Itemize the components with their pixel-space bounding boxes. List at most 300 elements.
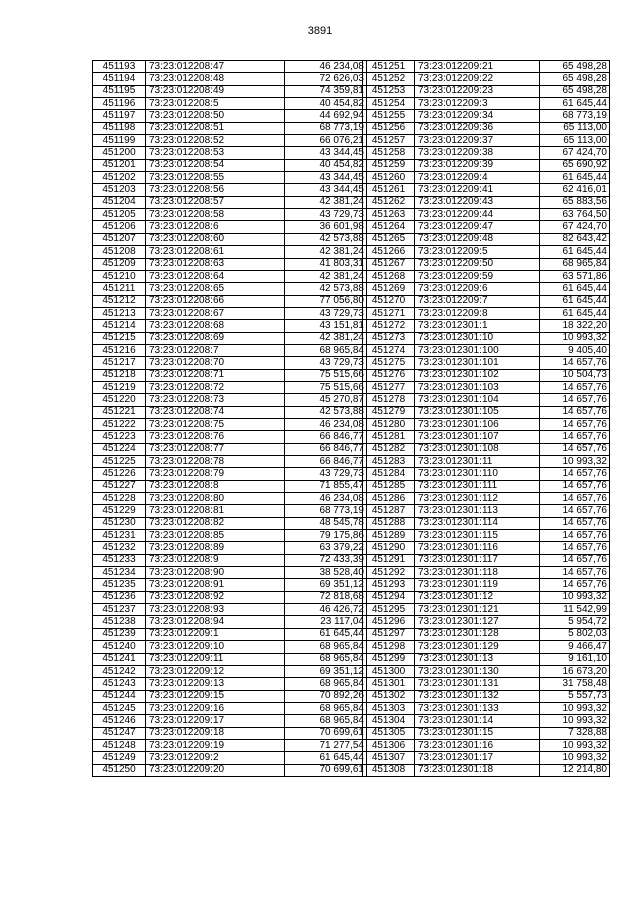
value-cell: 14 657,76 — [540, 431, 610, 443]
cadastral-number-cell: 73:23:012209:47 — [415, 221, 540, 233]
value-cell: 14 657,76 — [540, 357, 610, 369]
value-cell: 10 993,32 — [540, 702, 610, 714]
cadastral-number-cell: 73:23:012301:118 — [415, 567, 540, 579]
value-cell: 79 175,86 — [285, 530, 367, 542]
row-number-cell: 451280 — [363, 418, 415, 430]
value-cell: 14 657,76 — [540, 542, 610, 554]
cadastral-number-cell: 73:23:012301:117 — [415, 554, 540, 566]
cadastral-number-cell: 73:23:012209:18 — [146, 727, 285, 739]
row-number-cell: 451242 — [93, 665, 146, 677]
cadastral-number-cell: 73:23:012301:17 — [415, 752, 540, 764]
row-number-cell: 451198 — [93, 122, 146, 134]
cadastral-number-cell: 73:23:012208:75 — [146, 418, 285, 430]
table-row — [363, 394, 610, 406]
row-number-cell: 451199 — [93, 135, 146, 147]
row-number-cell: 451197 — [93, 110, 146, 122]
cadastral-number-cell: 73:23:012301:112 — [415, 493, 540, 505]
cadastral-number-cell: 73:23:012301:10 — [415, 332, 540, 344]
value-cell: 62 416,01 — [540, 184, 610, 196]
table-row — [93, 456, 367, 468]
table-row — [93, 332, 367, 344]
value-cell: 71 277,54 — [285, 739, 367, 751]
row-number-cell: 451287 — [363, 505, 415, 517]
cadastral-number-cell: 73:23:012208:58 — [146, 209, 285, 221]
cadastral-number-cell: 73:23:012301:130 — [415, 665, 540, 677]
cadastral-number-cell: 73:23:012209:19 — [146, 739, 285, 751]
cadastral-number-cell: 73:23:012301:101 — [415, 357, 540, 369]
value-cell: 42 381,24 — [285, 270, 367, 282]
value-cell: 18 322,20 — [540, 320, 610, 332]
cadastral-number-cell: 73:23:012208:93 — [146, 604, 285, 616]
table-row — [363, 283, 610, 295]
row-number-cell: 451302 — [363, 690, 415, 702]
table-row — [93, 233, 367, 245]
row-number-cell: 451203 — [93, 184, 146, 196]
cadastral-number-cell: 73:23:012208:73 — [146, 394, 285, 406]
row-number-cell: 451306 — [363, 739, 415, 751]
value-cell: 65 113,00 — [540, 135, 610, 147]
table-row — [363, 73, 610, 85]
table-row — [93, 196, 367, 208]
value-cell: 82 643,42 — [540, 233, 610, 245]
table-row — [363, 172, 610, 184]
row-number-cell: 451208 — [93, 246, 146, 258]
row-number-cell: 451211 — [93, 283, 146, 295]
value-cell: 65 690,92 — [540, 159, 610, 171]
table-row — [93, 135, 367, 147]
value-cell: 48 545,78 — [285, 517, 367, 529]
row-number-cell: 451233 — [93, 554, 146, 566]
value-cell: 40 454,82 — [285, 159, 367, 171]
cadastral-number-cell: 73:23:012208:81 — [146, 505, 285, 517]
cadastral-number-cell: 73:23:012209:13 — [146, 678, 285, 690]
row-number-cell: 451285 — [363, 480, 415, 492]
table-row — [93, 727, 367, 739]
row-number-cell: 451251 — [363, 61, 415, 73]
table-row — [363, 147, 610, 159]
cadastral-number-cell: 73:23:012209:3 — [415, 98, 540, 110]
table-row — [93, 665, 367, 677]
parcel-table-right-body — [363, 61, 610, 777]
cadastral-number-cell: 73:23:012208:54 — [146, 159, 285, 171]
table-row — [93, 98, 367, 110]
cadastral-number-cell: 73:23:012209:2 — [146, 752, 285, 764]
row-number-cell: 451255 — [363, 110, 415, 122]
table-row — [93, 110, 367, 122]
cadastral-number-cell: 73:23:012208:74 — [146, 406, 285, 418]
value-cell: 69 351,12 — [285, 665, 367, 677]
table-row — [93, 307, 367, 319]
table-row — [93, 73, 367, 85]
table-row — [93, 122, 367, 134]
row-number-cell: 451277 — [363, 381, 415, 393]
row-number-cell: 451221 — [93, 406, 146, 418]
table-row — [363, 456, 610, 468]
table-row — [363, 381, 610, 393]
cadastral-number-cell: 73:23:012209:50 — [415, 258, 540, 270]
row-number-cell: 451225 — [93, 456, 146, 468]
table-row — [363, 135, 610, 147]
value-cell: 72 433,39 — [285, 554, 367, 566]
value-cell: 68 965,84 — [285, 653, 367, 665]
row-number-cell: 451274 — [363, 344, 415, 356]
row-number-cell: 451239 — [93, 628, 146, 640]
value-cell: 68 773,19 — [285, 122, 367, 134]
table-row — [363, 468, 610, 480]
table-row — [363, 764, 610, 776]
cadastral-number-cell: 73:23:012301:110 — [415, 468, 540, 480]
cadastral-number-cell: 73:23:012209:15 — [146, 690, 285, 702]
row-number-cell: 451288 — [363, 517, 415, 529]
value-cell: 43 729,73 — [285, 307, 367, 319]
value-cell: 9 466,47 — [540, 641, 610, 653]
cadastral-number-cell: 73:23:012208:56 — [146, 184, 285, 196]
value-cell: 14 657,76 — [540, 406, 610, 418]
value-cell: 42 381,24 — [285, 196, 367, 208]
row-number-cell: 451201 — [93, 159, 146, 171]
cadastral-number-cell: 73:23:012301:114 — [415, 517, 540, 529]
row-number-cell: 451269 — [363, 283, 415, 295]
table-row — [93, 159, 367, 171]
table-row — [93, 616, 367, 628]
value-cell: 46 234,08 — [285, 493, 367, 505]
value-cell: 65 498,28 — [540, 61, 610, 73]
cadastral-number-cell: 73:23:012209:5 — [415, 246, 540, 258]
row-number-cell: 451307 — [363, 752, 415, 764]
row-number-cell: 451213 — [93, 307, 146, 319]
row-number-cell: 451294 — [363, 591, 415, 603]
row-number-cell: 451249 — [93, 752, 146, 764]
table-row — [363, 579, 610, 591]
value-cell: 75 515,66 — [285, 381, 367, 393]
value-cell: 10 993,32 — [540, 456, 610, 468]
table-row — [93, 147, 367, 159]
value-cell: 63 764,50 — [540, 209, 610, 221]
cadastral-number-cell: 73:23:012301:11 — [415, 456, 540, 468]
table-row — [363, 443, 610, 455]
table-row — [93, 344, 367, 356]
row-number-cell: 451236 — [93, 591, 146, 603]
value-cell: 9 405,40 — [540, 344, 610, 356]
row-number-cell: 451237 — [93, 604, 146, 616]
parcel-table-left — [92, 60, 367, 777]
cadastral-number-cell: 73:23:012208:76 — [146, 431, 285, 443]
table-row — [93, 357, 367, 369]
table-row — [93, 653, 367, 665]
table-row — [363, 61, 610, 73]
row-number-cell: 451222 — [93, 418, 146, 430]
table-row — [363, 320, 610, 332]
cadastral-number-cell: 73:23:012208:80 — [146, 493, 285, 505]
cadastral-number-cell: 73:23:012208:52 — [146, 135, 285, 147]
value-cell: 38 528,40 — [285, 567, 367, 579]
table-row — [93, 567, 367, 579]
table-row — [363, 344, 610, 356]
value-cell: 14 657,76 — [540, 554, 610, 566]
cadastral-number-cell: 73:23:012209:44 — [415, 209, 540, 221]
value-cell: 61 645,44 — [540, 98, 610, 110]
table-row — [363, 727, 610, 739]
row-number-cell: 451263 — [363, 209, 415, 221]
row-number-cell: 451240 — [93, 641, 146, 653]
value-cell: 14 657,76 — [540, 468, 610, 480]
cadastral-number-cell: 73:23:012209:22 — [415, 73, 540, 85]
row-number-cell: 451217 — [93, 357, 146, 369]
value-cell: 5 954,72 — [540, 616, 610, 628]
table-row — [363, 480, 610, 492]
cadastral-number-cell: 73:23:012209:36 — [415, 122, 540, 134]
cadastral-number-cell: 73:23:012209:37 — [415, 135, 540, 147]
cadastral-number-cell: 73:23:012301:133 — [415, 702, 540, 714]
table-row — [93, 270, 367, 282]
value-cell: 70 699,61 — [285, 727, 367, 739]
value-cell: 65 883,56 — [540, 196, 610, 208]
value-cell: 5 802,03 — [540, 628, 610, 640]
value-cell: 9 161,10 — [540, 653, 610, 665]
table-row — [363, 357, 610, 369]
parcel-table-left-body — [93, 61, 367, 777]
cadastral-number-cell: 73:23:012301:116 — [415, 542, 540, 554]
cadastral-number-cell: 73:23:012301:103 — [415, 381, 540, 393]
row-number-cell: 451292 — [363, 567, 415, 579]
row-number-cell: 451235 — [93, 579, 146, 591]
row-number-cell: 451260 — [363, 172, 415, 184]
cadastral-number-cell: 73:23:012209:23 — [415, 85, 540, 97]
cadastral-number-cell: 73:23:012208:9 — [146, 554, 285, 566]
row-number-cell: 451244 — [93, 690, 146, 702]
table-row — [93, 493, 367, 505]
table-row — [363, 295, 610, 307]
parcel-table-right — [362, 60, 610, 777]
value-cell: 77 056,80 — [285, 295, 367, 307]
cadastral-number-cell: 73:23:012208:89 — [146, 542, 285, 554]
cadastral-number-cell: 73:23:012209:38 — [415, 147, 540, 159]
table-row — [93, 530, 367, 542]
value-cell: 66 846,77 — [285, 456, 367, 468]
row-number-cell: 451291 — [363, 554, 415, 566]
value-cell: 43 729,73 — [285, 209, 367, 221]
row-number-cell: 451248 — [93, 739, 146, 751]
value-cell: 61 645,44 — [540, 295, 610, 307]
row-number-cell: 451273 — [363, 332, 415, 344]
table-row — [93, 628, 367, 640]
row-number-cell: 451286 — [363, 493, 415, 505]
row-number-cell: 451241 — [93, 653, 146, 665]
table-row — [363, 616, 610, 628]
value-cell: 66 846,77 — [285, 443, 367, 455]
row-number-cell: 451289 — [363, 530, 415, 542]
table-row — [93, 258, 367, 270]
value-cell: 36 601,98 — [285, 221, 367, 233]
value-cell: 16 673,20 — [540, 665, 610, 677]
cadastral-number-cell: 73:23:012208:53 — [146, 147, 285, 159]
value-cell: 43 151,81 — [285, 320, 367, 332]
row-number-cell: 451276 — [363, 369, 415, 381]
value-cell: 11 542,99 — [540, 604, 610, 616]
cadastral-number-cell: 73:23:012208:68 — [146, 320, 285, 332]
cadastral-number-cell: 73:23:012209:48 — [415, 233, 540, 245]
table-row — [93, 172, 367, 184]
value-cell: 43 344,45 — [285, 147, 367, 159]
value-cell: 61 645,44 — [285, 752, 367, 764]
table-row — [363, 554, 610, 566]
value-cell: 65 498,28 — [540, 85, 610, 97]
cadastral-number-cell: 73:23:012209:41 — [415, 184, 540, 196]
value-cell: 23 117,04 — [285, 616, 367, 628]
row-number-cell: 451254 — [363, 98, 415, 110]
table-row — [93, 295, 367, 307]
value-cell: 68 965,84 — [285, 344, 367, 356]
row-number-cell: 451247 — [93, 727, 146, 739]
cadastral-number-cell: 73:23:012208:92 — [146, 591, 285, 603]
cadastral-number-cell: 73:23:012301:132 — [415, 690, 540, 702]
cadastral-number-cell: 73:23:012301:12 — [415, 591, 540, 603]
row-number-cell: 451195 — [93, 85, 146, 97]
row-number-cell: 451281 — [363, 431, 415, 443]
row-number-cell: 451227 — [93, 480, 146, 492]
value-cell: 68 965,84 — [285, 678, 367, 690]
row-number-cell: 451219 — [93, 381, 146, 393]
value-cell: 43 729,73 — [285, 468, 367, 480]
table-row — [363, 184, 610, 196]
value-cell: 14 657,76 — [540, 579, 610, 591]
cadastral-number-cell: 73:23:012208:85 — [146, 530, 285, 542]
value-cell: 75 515,66 — [285, 369, 367, 381]
value-cell: 43 729,73 — [285, 357, 367, 369]
table-row — [93, 431, 367, 443]
row-number-cell: 451257 — [363, 135, 415, 147]
table-row — [363, 690, 610, 702]
table-row — [363, 678, 610, 690]
value-cell: 70 699,61 — [285, 764, 367, 776]
value-cell: 14 657,76 — [540, 517, 610, 529]
cadastral-number-cell: 73:23:012301:105 — [415, 406, 540, 418]
table-row — [93, 283, 367, 295]
cadastral-number-cell: 73:23:012301:128 — [415, 628, 540, 640]
table-row — [363, 406, 610, 418]
row-number-cell: 451238 — [93, 616, 146, 628]
row-number-cell: 451296 — [363, 616, 415, 628]
table-row — [363, 196, 610, 208]
table-row — [363, 98, 610, 110]
row-number-cell: 451266 — [363, 246, 415, 258]
cadastral-number-cell: 73:23:012209:59 — [415, 270, 540, 282]
value-cell: 70 892,26 — [285, 690, 367, 702]
value-cell: 5 557,73 — [540, 690, 610, 702]
cadastral-number-cell: 73:23:012209:20 — [146, 764, 285, 776]
row-number-cell: 451228 — [93, 493, 146, 505]
row-number-cell: 451232 — [93, 542, 146, 554]
cadastral-number-cell: 73:23:012208:91 — [146, 579, 285, 591]
value-cell: 68 965,84 — [285, 715, 367, 727]
table-row — [363, 567, 610, 579]
cadastral-number-cell: 73:23:012208:67 — [146, 307, 285, 319]
value-cell: 66 076,21 — [285, 135, 367, 147]
value-cell: 46 234,08 — [285, 418, 367, 430]
table-row — [363, 604, 610, 616]
row-number-cell: 451218 — [93, 369, 146, 381]
table-row — [363, 530, 610, 542]
table-row — [93, 715, 367, 727]
table-row — [363, 665, 610, 677]
cadastral-number-cell: 73:23:012301:14 — [415, 715, 540, 727]
cadastral-number-cell: 73:23:012209:39 — [415, 159, 540, 171]
cadastral-number-cell: 73:23:012208:63 — [146, 258, 285, 270]
cadastral-number-cell: 73:23:012208:69 — [146, 332, 285, 344]
table-row — [93, 505, 367, 517]
cadastral-number-cell: 73:23:012209:6 — [415, 283, 540, 295]
cadastral-number-cell: 73:23:012301:119 — [415, 579, 540, 591]
row-number-cell: 451194 — [93, 73, 146, 85]
table-row — [93, 468, 367, 480]
row-number-cell: 451300 — [363, 665, 415, 677]
table-row — [363, 542, 610, 554]
value-cell: 14 657,76 — [540, 381, 610, 393]
table-row — [93, 221, 367, 233]
value-cell: 69 351,12 — [285, 579, 367, 591]
table-row — [363, 246, 610, 258]
value-cell: 14 657,76 — [540, 567, 610, 579]
row-number-cell: 451299 — [363, 653, 415, 665]
value-cell: 67 424,70 — [540, 221, 610, 233]
value-cell: 68 773,19 — [540, 110, 610, 122]
cadastral-number-cell: 73:23:012209:12 — [146, 665, 285, 677]
table-row — [363, 493, 610, 505]
table-row — [363, 85, 610, 97]
row-number-cell: 451246 — [93, 715, 146, 727]
table-row — [93, 369, 367, 381]
row-number-cell: 451215 — [93, 332, 146, 344]
cadastral-number-cell: 73:23:012209:17 — [146, 715, 285, 727]
row-number-cell: 451275 — [363, 357, 415, 369]
value-cell: 63 379,22 — [285, 542, 367, 554]
table-row — [93, 764, 367, 776]
row-number-cell: 451265 — [363, 233, 415, 245]
row-number-cell: 451270 — [363, 295, 415, 307]
cadastral-number-cell: 73:23:012208:65 — [146, 283, 285, 295]
row-number-cell: 451297 — [363, 628, 415, 640]
value-cell: 65 498,28 — [540, 73, 610, 85]
value-cell: 61 645,44 — [540, 307, 610, 319]
row-number-cell: 451301 — [363, 678, 415, 690]
row-number-cell: 451305 — [363, 727, 415, 739]
row-number-cell: 451278 — [363, 394, 415, 406]
row-number-cell: 451193 — [93, 61, 146, 73]
value-cell: 44 692,94 — [285, 110, 367, 122]
cadastral-number-cell: 73:23:012301:102 — [415, 369, 540, 381]
table-row — [363, 715, 610, 727]
table-row — [93, 394, 367, 406]
table-row — [93, 85, 367, 97]
row-number-cell: 451209 — [93, 258, 146, 270]
cadastral-number-cell: 73:23:012209:21 — [415, 61, 540, 73]
row-number-cell: 451262 — [363, 196, 415, 208]
value-cell: 74 359,81 — [285, 85, 367, 97]
value-cell: 46 234,08 — [285, 61, 367, 73]
table-row — [93, 690, 367, 702]
row-number-cell: 451279 — [363, 406, 415, 418]
value-cell: 68 965,84 — [285, 641, 367, 653]
table-row — [363, 752, 610, 764]
cadastral-number-cell: 73:23:012301:15 — [415, 727, 540, 739]
value-cell: 42 381,24 — [285, 332, 367, 344]
value-cell: 31 758,48 — [540, 678, 610, 690]
cadastral-number-cell: 73:23:012209:11 — [146, 653, 285, 665]
cadastral-number-cell: 73:23:012209:4 — [415, 172, 540, 184]
cadastral-number-cell: 73:23:012208:7 — [146, 344, 285, 356]
cadastral-number-cell: 73:23:012209:8 — [415, 307, 540, 319]
cadastral-number-cell: 73:23:012301:106 — [415, 418, 540, 430]
